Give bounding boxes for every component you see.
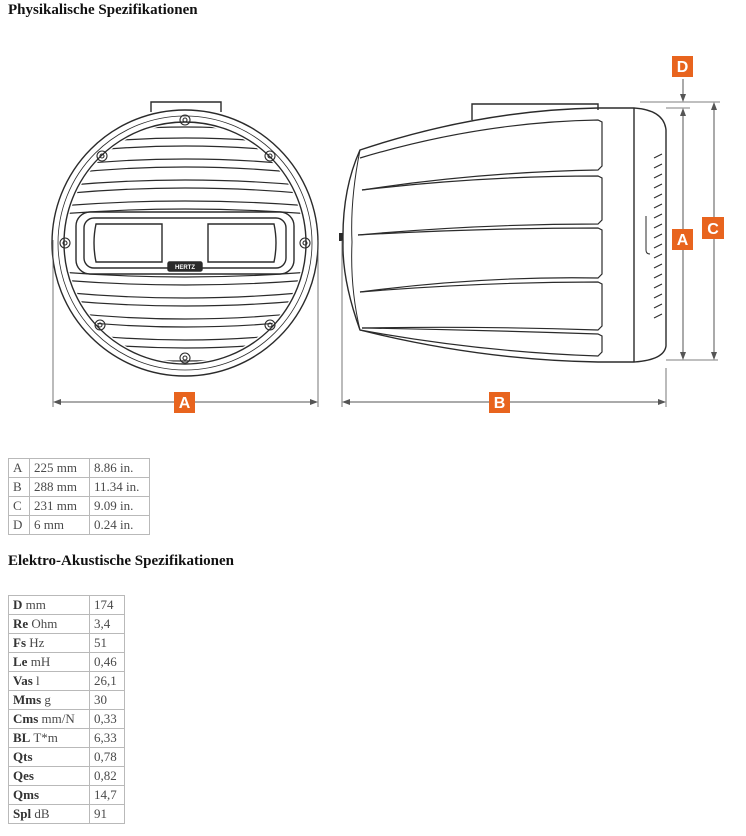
value-cell: 14,7 — [90, 786, 125, 805]
table-cell: C — [9, 497, 30, 516]
physical-specs-heading: Physikalische Spezifikationen — [8, 2, 198, 18]
table-row — [9, 653, 125, 672]
label-A-front — [174, 392, 195, 413]
param-cell — [9, 634, 90, 653]
table-row — [9, 691, 125, 710]
param-name: Qms — [13, 787, 39, 802]
param-unit: Hz — [29, 635, 45, 650]
param-cell — [9, 710, 90, 729]
value-cell: 26,1 — [90, 672, 125, 691]
svg-text:A: A — [676, 232, 689, 249]
param-cell — [9, 767, 90, 786]
logo-text: HERTZ — [175, 265, 195, 271]
param-cell — [9, 691, 90, 710]
electro-specs-heading: Elektro-Akustische Spezifikationen — [8, 553, 234, 569]
param-cell — [9, 672, 90, 691]
table-row — [9, 672, 125, 691]
svg-text:B: B — [493, 395, 506, 412]
table-cell: 0.24 in. — [90, 516, 150, 535]
param-name: Qes — [13, 768, 34, 783]
value-cell: 0,33 — [90, 710, 125, 729]
param-name: BL — [13, 730, 31, 745]
table-cell: A — [9, 459, 30, 478]
param-name: Mms — [13, 692, 42, 707]
param-name: D — [13, 597, 23, 612]
table-cell: D — [9, 516, 30, 535]
param-unit: dB — [34, 806, 50, 821]
table-cell: 8.86 in. — [90, 459, 150, 478]
svg-text:D: D — [676, 59, 689, 76]
param-cell — [9, 615, 90, 634]
table-row — [9, 615, 125, 634]
param-unit: T*m — [33, 730, 58, 745]
svg-text:A: A — [178, 395, 191, 412]
speaker-dimension-drawing — [0, 30, 746, 420]
param-name: Vas — [13, 673, 33, 688]
label-C — [702, 217, 724, 239]
table-cell: 9.09 in. — [90, 497, 150, 516]
value-cell: 0,46 — [90, 653, 125, 672]
param-unit: Ohm — [31, 616, 58, 631]
param-name: Le — [13, 654, 28, 669]
label-A-side — [672, 229, 693, 250]
table-row — [9, 478, 150, 497]
table-cell: 231 mm — [30, 497, 90, 516]
param-name: Qts — [13, 749, 33, 764]
value-cell: 51 — [90, 634, 125, 653]
value-cell: 174 — [90, 596, 125, 615]
param-cell — [9, 748, 90, 767]
param-name: Spl — [13, 806, 32, 821]
electro-specs-table — [8, 595, 125, 824]
param-cell — [9, 729, 90, 748]
table-row — [9, 596, 125, 615]
table-row — [9, 805, 125, 824]
param-unit: mH — [30, 654, 51, 669]
value-cell: 6,33 — [90, 729, 125, 748]
table-row — [9, 729, 125, 748]
front-view — [52, 102, 318, 376]
param-unit: l — [36, 673, 40, 688]
table-cell: 6 mm — [30, 516, 90, 535]
table-row — [9, 459, 150, 478]
label-B — [489, 392, 510, 413]
param-unit: mm — [25, 597, 46, 612]
value-cell: 0,78 — [90, 748, 125, 767]
param-unit: g — [44, 692, 51, 707]
physical-specs-table — [8, 458, 150, 535]
param-name: Re — [13, 616, 29, 631]
param-cell — [9, 596, 90, 615]
table-row — [9, 786, 125, 805]
param-name: Fs — [13, 635, 26, 650]
table-cell: B — [9, 478, 30, 497]
param-name: Cms — [13, 711, 39, 726]
table-row — [9, 516, 150, 535]
table-row — [9, 767, 125, 786]
side-view — [339, 104, 666, 362]
param-cell — [9, 805, 90, 824]
table-row — [9, 497, 150, 516]
value-cell: 3,4 — [90, 615, 125, 634]
value-cell: 0,82 — [90, 767, 125, 786]
table-cell: 288 mm — [30, 478, 90, 497]
table-cell: 11.34 in. — [90, 478, 150, 497]
table-row — [9, 748, 125, 767]
value-cell: 30 — [90, 691, 125, 710]
table-row — [9, 634, 125, 653]
param-cell — [9, 786, 90, 805]
label-D — [672, 56, 693, 77]
svg-text:C: C — [707, 221, 719, 238]
param-unit: mm/N — [41, 711, 75, 726]
table-row — [9, 710, 125, 729]
value-cell: 91 — [90, 805, 125, 824]
param-cell — [9, 653, 90, 672]
table-cell: 225 mm — [30, 459, 90, 478]
